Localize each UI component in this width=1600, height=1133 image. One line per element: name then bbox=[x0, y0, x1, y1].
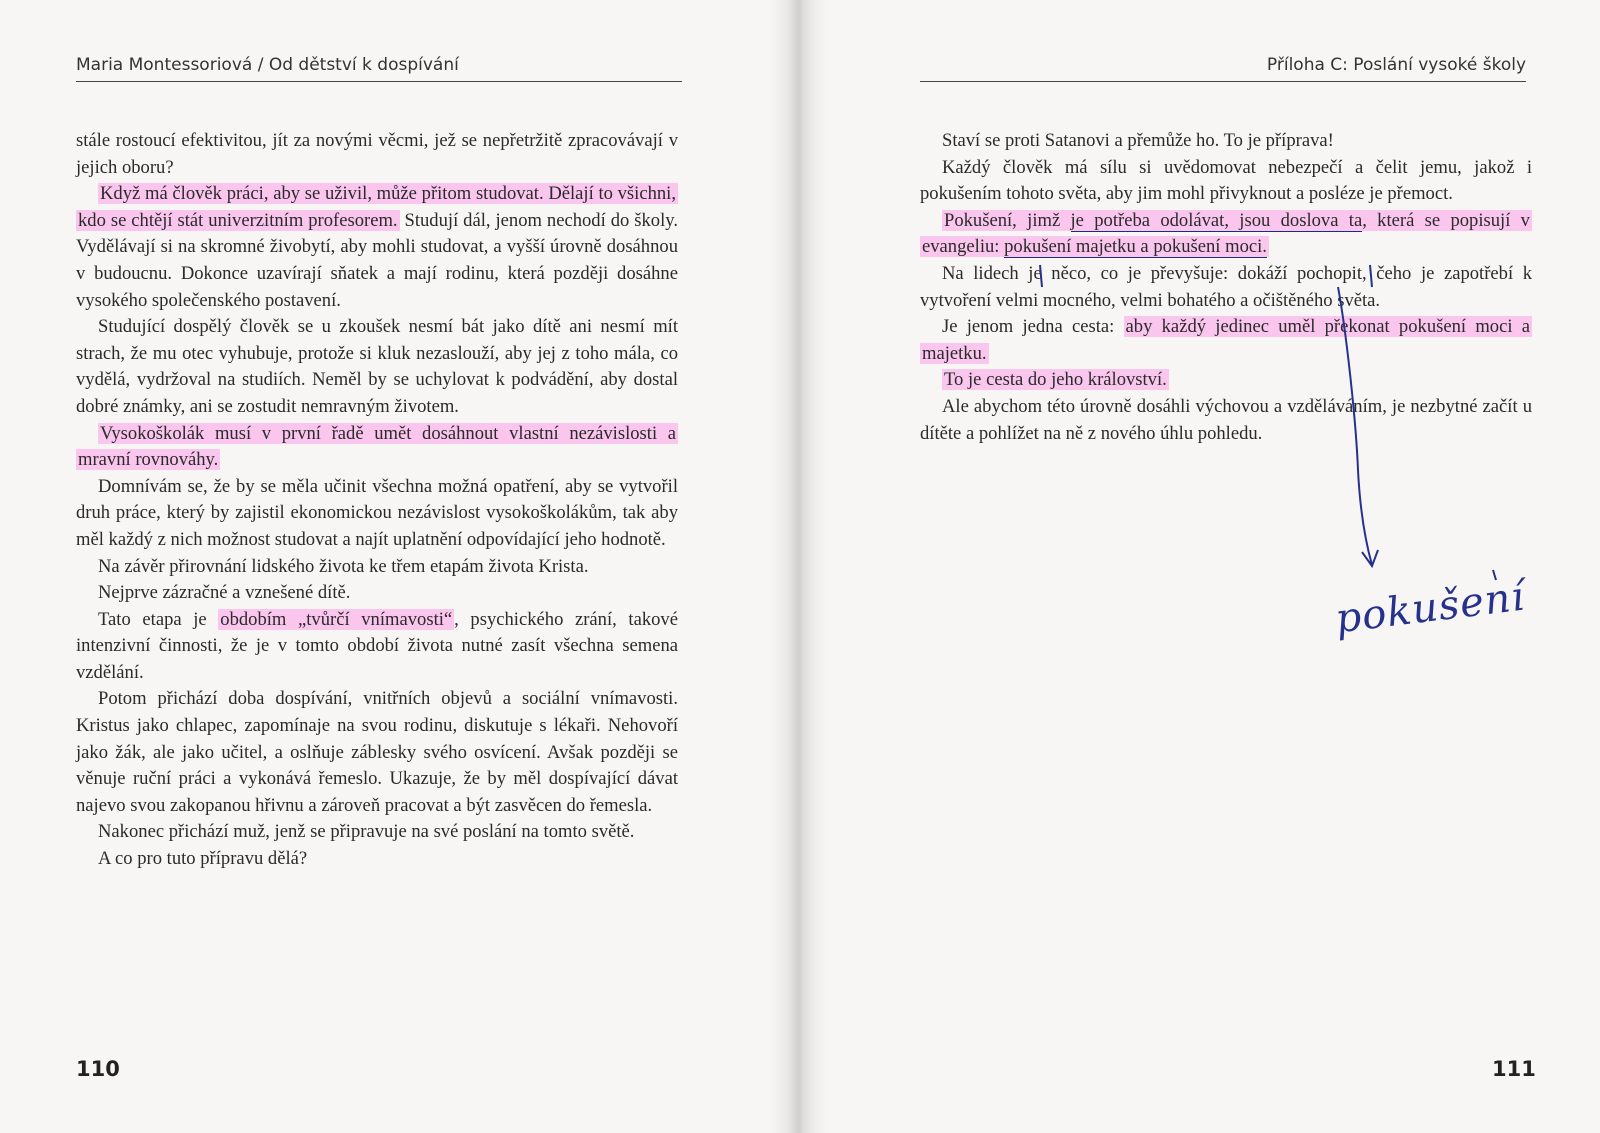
paragraph bbox=[76, 607, 678, 687]
paragraph: Staví se proti Satanovi a přemůže ho. To je příprava! bbox=[942, 130, 1334, 151]
paragraph: Nakonec přichází muž, jenž se připravuje na své poslání na tomto světě. bbox=[98, 821, 635, 843]
paragraph bbox=[76, 181, 678, 314]
book-gutter bbox=[770, 0, 830, 1133]
handwritten-note: pokušení bbox=[1332, 573, 1528, 643]
text-span: , která se popisují v evangeliu: bbox=[922, 209, 1530, 258]
paragraph bbox=[920, 208, 1532, 261]
underlined-text: pokušení majetku a pokušení moci. bbox=[1004, 236, 1267, 258]
paragraph: Domnívám se, že by se měla učinit všechna možná opatření, aby se vytvořil druh práce, který by zajistil ekonomickou nezávislost vysokoškolákům, tak aby měl každý z nich možnost studovat a najít uplatnění odpovídající jeho hodnotě. bbox=[76, 475, 678, 550]
text-span: Pokušení, jimž bbox=[944, 209, 1071, 231]
highlighted-text: obdobím „tvůrčí vnímavosti“ bbox=[220, 608, 453, 630]
left-page bbox=[0, 0, 790, 1133]
paragraph: Na lidech je něco, co je převyšuje: dokáží pochopit, čeho je zapotřebí k vytvoření velmi mocného, velmi bohatého a očištěného světa. bbox=[920, 262, 1532, 311]
right-page-text bbox=[920, 128, 1532, 447]
paragraph: Na závěr přirovnání lidského života ke třem etapám života Krista. bbox=[98, 555, 589, 577]
paragraph: Potom přichází doba dospívání, vnitřních objevů a sociální vnímavosti. Kristus jako chlapec, zapomínaje na svou rodinu, diskutuje s lékaři. Nehovoří jako žák, ale jako učitel, a oslňuje záblesky svého osvícení. Avšak později se věnuje ruční práci a vykonává řemeslo. Ukazuje, že by měl dospívající dávat najevo svou zakopanou hřivnu a zároveň pracovat a být zasvěcen do řemesla. bbox=[76, 688, 678, 816]
paragraph bbox=[920, 314, 1532, 367]
paragraph: Ale abychom této úrovně dosáhli výchovou a vzděláváním, je nezbytné začít u dítěte a pohlížet na ně z nového úhlu pohledu. bbox=[920, 395, 1532, 444]
paragraph: Každý člověk má sílu si uvědomovat nebezpečí a čelit jemu, jakož i pokušením tohoto světa, aby jim mohl přivyknout a posléze je přemoct. bbox=[920, 156, 1532, 205]
text-span: Studují dál, jenom nechodí do školy. Vydělávají si na skromné živobytí, aby mohli studovat, a vyšší úrovně dosáhnou v budoucnu. Dokonce uzavírají sňatek a mají rodinu, která později dosáhne vysokého společenského postavení. bbox=[76, 209, 678, 311]
highlighted-text: Když má člověk práci, aby se uživil, může přitom studovat. Dělají to všichni, kdo se chtějí stát univerzitním profesorem. bbox=[78, 183, 676, 231]
highlighted-text: To je cesta do jeho království. bbox=[944, 369, 1167, 391]
page-number-right: 111 bbox=[1492, 1057, 1536, 1081]
highlighted-text: Vysokoškolák musí v první řadě umět dosáhnout vlastní nezávislosti a mravní rovnováhy. bbox=[78, 422, 676, 471]
underlined-text: je potřeba odolávat, jsou doslova ta bbox=[1070, 209, 1363, 231]
text-span: Tato etapa je bbox=[98, 608, 219, 630]
paragraph: Studující dospělý člověk se u zkoušek nesmí bát jako dítě ani nesmí mít strach, že mu otec vyhubuje, protože si kluk nezaslouží, aby jej z toho mála, co vydělá, vydržoval na studiích. Neměl by se uchylovat k podvádění, aby dostal dobré známky, ani se zostudit nemravným životem. bbox=[76, 316, 678, 417]
running-head-left: Maria Montessoriová / Od dětství k dospívání bbox=[76, 55, 682, 82]
paragraph bbox=[920, 367, 1532, 394]
paragraph bbox=[76, 421, 678, 474]
left-page-text bbox=[76, 128, 678, 873]
highlighted-text: aby každý jedinec uměl překonat pokušení moci a majetku. bbox=[922, 316, 1530, 364]
pen-arrow-head bbox=[1362, 550, 1378, 566]
right-page bbox=[790, 0, 1600, 1133]
page-number-left: 110 bbox=[76, 1057, 120, 1081]
text-span: Je jenom jedna cesta: bbox=[942, 316, 1124, 338]
paragraph: stále rostoucí efektivitou, jít za novými věcmi, jež se nepřetržitě zpracovávají v jejich oboru? bbox=[76, 130, 678, 178]
text-span: , psychického zrání, takové intenzivní činnosti, že je v tomto období života nutné zasít všechna semena vzdělání. bbox=[76, 608, 678, 683]
highlighted-text bbox=[920, 210, 1532, 258]
paragraph: Nejprve zázračné a vznešené dítě. bbox=[98, 582, 351, 604]
running-head-right: Příloha C: Poslání vysoké školy bbox=[920, 55, 1526, 82]
paragraph: A co pro tuto přípravu dělá? bbox=[98, 848, 308, 870]
